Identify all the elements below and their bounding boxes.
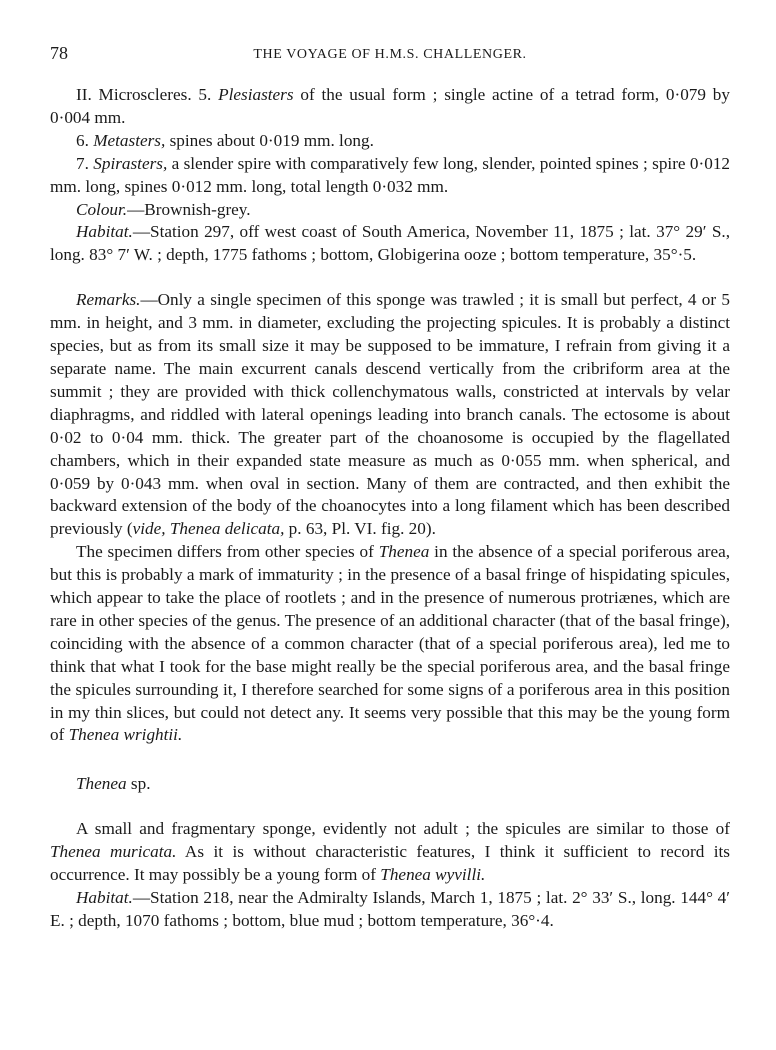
italic-text: Plesiasters [218, 85, 294, 104]
italic-text: Thenea wyvilli. [380, 865, 486, 885]
text-run: The specimen differs from other species of [76, 542, 379, 562]
text-run: spines about 0·019 mm. long. [165, 130, 374, 150]
italic-text: Thenea muricata. [50, 842, 177, 862]
italic-text: Habitat. [76, 222, 133, 242]
italic-text: Thenea wrightii. [68, 725, 183, 745]
text-run: —Station 218, near the Admiralty Islands, March 1, 1875 ; lat. 2° 33′ S., long. 144° 4′ E. ; depth, 1070 fathoms ; bottom, blue mud ; bottom temperature, 36°·4. [50, 888, 730, 930]
italic-text: Remarks. [76, 290, 141, 310]
italic-text: Spirasters, [93, 153, 168, 173]
paragraph [50, 289, 730, 541]
italic-text: Thenea [76, 774, 127, 794]
italic-text: Habitat. [76, 888, 133, 907]
paragraph [50, 541, 730, 747]
text-run: —Brownish-grey. [127, 199, 251, 219]
paragraph [50, 773, 730, 796]
text-run: 6. [76, 130, 94, 150]
text-run: sp. [126, 774, 151, 794]
text-run: 7. [76, 153, 94, 173]
italic-text: Colour. [76, 199, 128, 219]
italic-text: vide, Thenea delicata, [132, 519, 285, 539]
paragraph [50, 818, 730, 887]
text-run: —Station 297, off west coast of South America, November 11, 1875 ; lat. 37° 29′ S., long. 83° 7′ W. ; depth, 1775 fathoms ; bottom, Globigerina ooze ; bottom temperature, 35°·5. [50, 222, 730, 265]
text-run: a slender spire with comparatively few long, slender, pointed spines ; spire 0·012 mm. long, spines 0·012 mm. long, total length 0·032 mm. [50, 153, 731, 196]
paragraph [50, 84, 730, 130]
paragraph [50, 887, 730, 933]
italic-text: Metasters, [93, 130, 166, 150]
text-run: —Only a single specimen of this sponge was trawled ; it is small but perfect, 4 or 5 mm. in height, and 3 mm. in diameter, excluding the projecting spicules. It is probably a distinct species, but as from its small size it may be supposed to be immature, I refrain from giving it a separate name. The main excurrent canals descend vertically from the cribriform area at the summit ; they are provided with thick collenchymatous walls, constricted at intervals by velar diaphragms, and riddled with lateral openings leading into branch canals. The ectosome is about 0·02 to 0·04 mm. thick. The greater part of the choanosome is occupied by the flagellated chambers, which in their expanded state measure as much as 0·055 mm. when spherical, and 0·059 by 0·043 mm. when oval in section. Many of them are contracted, and then exhibit the backward extension of the body of the choanocytes into a long filament which has been described previously ( [50, 290, 730, 539]
running-title: THE VOYAGE OF H.M.S. CHALLENGER. [253, 47, 527, 62]
paragraph [50, 221, 730, 267]
italic-text: Thenea [378, 542, 430, 562]
text-run: As it is without characteristic features, I think it sufficient to record its occurrence. It may possibly be a young form of [50, 842, 730, 885]
document-page [50, 42, 730, 933]
text-run: A small and fragmentary sponge, evidently not adult ; the spicules are similar to those of [76, 819, 730, 839]
text-run: of the usual form ; single actine of a tetrad form, 0·079 by 0·004 mm. [50, 85, 730, 127]
text-run: in the absence of a special poriferous area, but this is probably a mark of immaturity ; in the presence of a basal fringe of hispidating spicules, which appear to take the place of rootlets ; and in the presence of numerous protriænes, which are rare in other species of the genus. The presence of an additional character (that of the basal fringe), coinciding with the absence of a common character (that of a special poriferous area), led me to think that what I took for the base might really be the special poriferous area, and the basal fringe the spicules surrounding it, I therefore searched for some signs of a poriferous area in this position in my thin slices, but could not detect any. It seems very possible that this may be the young form of [50, 542, 730, 745]
paragraph [50, 199, 730, 222]
paragraph [50, 130, 730, 153]
body-text [50, 84, 730, 933]
paragraph [50, 153, 730, 199]
page-header [50, 42, 730, 68]
page-number: 78 [50, 43, 68, 63]
text-run: p. 63, Pl. VI. fig. 20). [284, 519, 436, 539]
text-run: II. Microscleres. 5. [76, 85, 219, 104]
